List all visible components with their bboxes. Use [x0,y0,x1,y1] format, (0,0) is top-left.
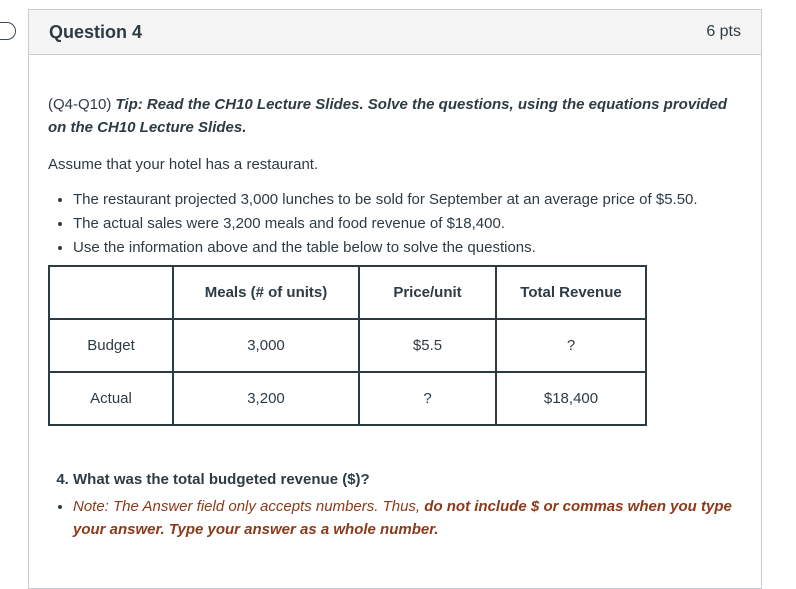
table-row [49,372,646,425]
list-item: • Use the information above and the table below to solve the questions. [73,236,742,259]
table-cell: ? [359,372,496,425]
note-strong: do not include $ or commas when you type your answer. Type your answer as a whole number. [73,498,732,538]
tip-text: Tip: Read the CH10 Lecture Slides. Solve the questions, using the equations provided on the CH10 Lecture Slides. [48,96,728,136]
table-cell: Budget [49,319,173,372]
question-card [28,9,762,589]
list-item: • The actual sales were 3,200 meals and food revenue of $18,400. [73,212,742,235]
question-body [29,93,761,541]
note-plain: Note: The Answer field only accepts numbers. Thus, [73,498,425,515]
table-cell: 3,200 [173,372,359,425]
tip-prefix: (Q4-Q10) [48,96,116,113]
table-header-cell: Meals (# of units) [173,266,359,319]
table-header-cell: Price/unit [359,266,496,319]
sub-question: 4. What was the total budgeted revenue ($)? [73,468,742,491]
question-title: Question 4 [49,21,143,42]
table-header-row [49,266,646,319]
note-list [48,495,742,541]
sub-question-list [48,468,742,491]
note-item [73,495,742,541]
table-header-cell [49,266,173,319]
question-header [29,10,761,55]
info-list [48,188,742,259]
table-cell: ? [496,319,646,372]
list-item: • The restaurant projected 3,000 lunches to be sold for September at an average price of $5.50. [73,188,742,211]
table-row [49,319,646,372]
table-cell: $18,400 [496,372,646,425]
assume-text: Assume that your hotel has a restaurant. [48,156,319,173]
table-cell: Actual [49,372,173,425]
table-cell: $5.5 [359,319,496,372]
question-points: 6 pts [706,23,741,40]
data-table [48,265,647,426]
table-cell: 3,000 [173,319,359,372]
tip-paragraph [48,93,742,139]
table-header-cell: Total Revenue [496,266,646,319]
flag-question-icon[interactable] [0,22,16,40]
